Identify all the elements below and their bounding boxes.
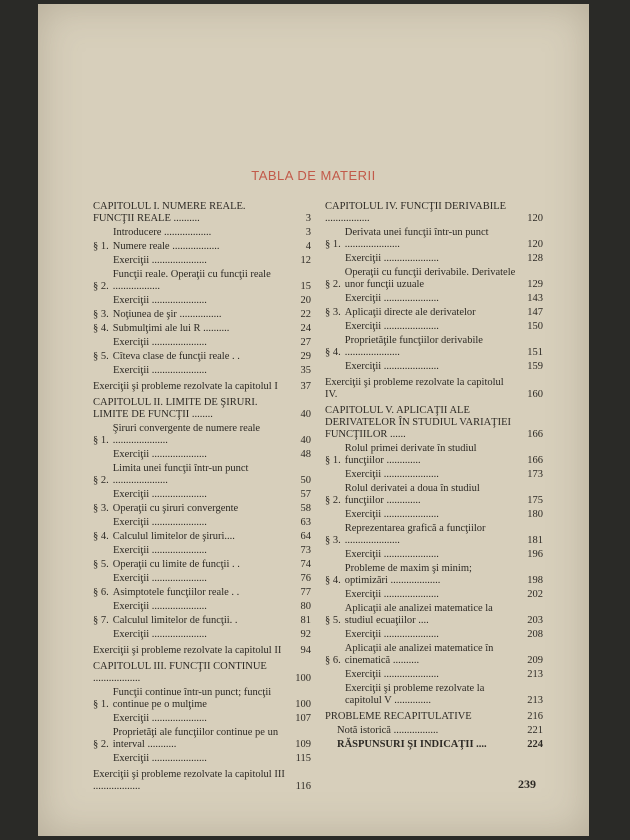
entry-page: 208 <box>527 629 543 640</box>
toc-entry <box>93 227 311 239</box>
toc-entry <box>93 573 311 585</box>
entry-title: Exerciţii ..................... <box>113 295 207 306</box>
entry-title: Exerciţii ..................... <box>113 545 207 556</box>
entry-title: RĂSPUNSURI ŞI INDICAŢII .... <box>337 739 487 750</box>
entry-title: Operaţii cu şiruri convergente <box>112 503 239 514</box>
entry-title: Aplicaţii ale analizei matematice la studiul ecuaţiilor .... <box>344 603 493 626</box>
toc-entry <box>93 559 311 571</box>
entry-page: 198 <box>527 575 543 586</box>
section-number: § 6. <box>325 655 341 666</box>
entry-title: Submulţimi ale lui R .......... <box>112 323 230 334</box>
entry-title: Exerciţii ..................... <box>345 321 439 332</box>
entry-title: Asimptotele funcţiilor reale . . <box>112 587 240 598</box>
entry-title: Exerciţii ..................... <box>113 713 207 724</box>
section-number: § 2. <box>93 475 109 486</box>
entry-title: Introducere .................. <box>113 227 212 238</box>
entry-page: 180 <box>527 509 543 520</box>
section-number: § 4. <box>93 323 109 334</box>
toc-entry <box>93 323 311 335</box>
section-number: § 4. <box>325 575 341 586</box>
toc-entry <box>325 483 543 507</box>
entry-title: Exerciţii ..................... <box>113 365 207 376</box>
section-number: § 1. <box>93 435 109 446</box>
entry-page: 92 <box>300 629 311 640</box>
entry-title: Derivata unei funcţii într-un punct ..................... <box>344 227 489 250</box>
section-number: § 3. <box>93 503 109 514</box>
entry-page: 213 <box>527 669 543 680</box>
entry-title: Exerciţii ..................... <box>113 489 207 500</box>
book-page <box>38 4 589 836</box>
entry-title: Exerciţii ..................... <box>113 449 207 460</box>
entry-page: 57 <box>300 489 311 500</box>
toc-entry <box>93 531 311 543</box>
section-number: § 7. <box>93 615 109 626</box>
entry-page: 40 <box>300 435 311 446</box>
toc-right-column <box>325 197 543 753</box>
entry-title: Exerciţii ..................... <box>345 361 439 372</box>
entry-page: 120 <box>527 239 543 250</box>
entry-title: Rolul primei derivate în studiul funcţiilor ............. <box>344 443 477 466</box>
toc-entry <box>325 253 543 265</box>
entry-title: Notă istorică ................. <box>337 725 439 736</box>
entry-page: 58 <box>300 503 311 514</box>
section-number: § 1. <box>325 239 341 250</box>
entry-title: Exerciţii ..................... <box>345 253 439 264</box>
toc-entry <box>325 405 543 441</box>
entry-title: Exerciţii ..................... <box>113 573 207 584</box>
toc-entry <box>325 725 543 737</box>
toc-entry <box>93 295 311 307</box>
entry-page: 40 <box>300 409 311 420</box>
entry-title: Operaţii cu funcţii derivabile. Derivatele unor funcţii uzuale <box>344 267 516 290</box>
entry-title: Şiruri convergente de numere reale ..................... <box>112 423 261 446</box>
toc-entry <box>325 469 543 481</box>
entry-title: Exerciţii ..................... <box>345 669 439 680</box>
toc-entry <box>93 545 311 557</box>
section-number: § 5. <box>325 615 341 626</box>
toc-entry <box>325 293 543 305</box>
entry-title: Exerciţii ..................... <box>113 601 207 612</box>
entry-title: Exerciţii şi probleme rezolvate la capitolul V .............. <box>345 683 485 706</box>
entry-page: 216 <box>527 711 543 722</box>
section-number: § 3. <box>93 309 109 320</box>
entry-page: 129 <box>527 279 543 290</box>
entry-page: 209 <box>527 655 543 666</box>
section-number: § 6. <box>93 587 109 598</box>
entry-page: 81 <box>300 615 311 626</box>
entry-title: Reprezentarea grafică a funcţiilor ..................... <box>344 523 486 546</box>
toc-entry <box>93 423 311 447</box>
entry-page: 213 <box>527 695 543 706</box>
toc-entry <box>93 615 311 627</box>
entry-title: Exerciţii ..................... <box>345 629 439 640</box>
entry-title: Exerciţii ..................... <box>345 549 439 560</box>
toc-entry <box>93 365 311 377</box>
section-number: § 1. <box>93 699 109 710</box>
section-number: § 5. <box>93 351 109 362</box>
entry-page: 147 <box>527 307 543 318</box>
toc-entry <box>325 361 543 373</box>
entry-page: 3 <box>305 213 311 224</box>
entry-page: 173 <box>527 469 543 480</box>
page-number: 239 <box>518 777 536 791</box>
entry-page: 143 <box>527 293 543 304</box>
toc-entry <box>93 601 311 613</box>
toc-entry <box>93 645 311 657</box>
entry-page: 37 <box>300 381 311 392</box>
toc-entry <box>325 509 543 521</box>
toc-left-column <box>93 197 311 795</box>
entry-page: 224 <box>527 739 543 750</box>
section-number: § 1. <box>93 241 109 252</box>
entry-title: PROBLEME RECAPITULATIVE <box>325 711 472 722</box>
toc-entry <box>325 443 543 467</box>
toc-entry <box>93 201 311 225</box>
entry-page: 181 <box>527 535 543 546</box>
toc-entry <box>93 713 311 725</box>
toc-entry <box>93 661 311 685</box>
toc-entry <box>325 603 543 627</box>
entry-page: 166 <box>527 455 543 466</box>
entry-page: 35 <box>300 365 311 376</box>
entry-title: CAPITOLUL III. FUNCŢII CONTINUE .................. <box>93 661 267 684</box>
entry-page: 115 <box>295 753 311 764</box>
entry-page: 203 <box>527 615 543 626</box>
section-number: § 4. <box>325 347 341 358</box>
entry-page: 50 <box>300 475 311 486</box>
toc-entry <box>325 335 543 359</box>
section-number: § 3. <box>325 307 341 318</box>
toc-entry <box>93 449 311 461</box>
toc-entry <box>325 377 543 401</box>
toc-entry <box>93 629 311 641</box>
entry-page: 160 <box>527 389 543 400</box>
entry-title: Operaţii cu limite de funcţii . . <box>112 559 240 570</box>
toc-entry <box>93 687 311 711</box>
entry-page: 128 <box>527 253 543 264</box>
entry-page: 196 <box>527 549 543 560</box>
toc-entry <box>325 201 543 225</box>
entry-title: Aplicaţii directe ale derivatelor <box>344 307 476 318</box>
entry-title: Exerciţii ..................... <box>113 629 207 640</box>
toc-entry <box>93 309 311 321</box>
toc-entry <box>325 563 543 587</box>
entry-page: 151 <box>527 347 543 358</box>
toc-entry <box>93 337 311 349</box>
entry-title: Exerciţii ..................... <box>113 337 207 348</box>
section-number: § 3. <box>325 535 341 546</box>
entry-title: Exerciţii şi probleme rezolvate la capitolul II <box>93 645 282 656</box>
toc-entry <box>325 321 543 333</box>
toc-entry <box>325 227 543 251</box>
entry-page: 100 <box>295 699 311 710</box>
entry-title: Exerciţii ..................... <box>345 469 439 480</box>
toc-entry <box>325 643 543 667</box>
entry-page: 159 <box>527 361 543 372</box>
entry-page: 94 <box>300 645 311 656</box>
section-number: § 5. <box>93 559 109 570</box>
entry-title: Probleme de maxim şi minim; optimizări ................... <box>344 563 472 586</box>
entry-title: Noţiunea de şir ................ <box>112 309 222 320</box>
entry-page: 202 <box>527 589 543 600</box>
entry-page: 175 <box>527 495 543 506</box>
entry-page: 22 <box>300 309 311 320</box>
entry-title: CAPITOLUL II. LIMITE DE ŞIRURI. LIMITE DE FUNCŢII ........ <box>93 397 258 420</box>
toc-entry <box>93 351 311 363</box>
section-number: § 2. <box>93 739 109 750</box>
entry-page: 166 <box>527 429 543 440</box>
toc-entry <box>325 669 543 681</box>
entry-page: 74 <box>300 559 311 570</box>
entry-page: 48 <box>300 449 311 460</box>
entry-title: Exerciţii şi probleme rezolvate la capitolul III .................. <box>93 769 285 792</box>
toc-entry <box>93 587 311 599</box>
section-number: § 2. <box>325 279 341 290</box>
toc-entry <box>93 517 311 529</box>
section-number: § 2. <box>93 281 109 292</box>
toc-entry <box>325 523 543 547</box>
entry-title: Exerciţii ..................... <box>345 509 439 520</box>
section-number: § 2. <box>325 495 341 506</box>
entry-page: 3 <box>305 227 311 238</box>
toc-entry <box>325 629 543 641</box>
entry-page: 221 <box>527 725 543 736</box>
entry-title: Exerciţii ..................... <box>345 293 439 304</box>
toc-entry <box>325 711 543 723</box>
toc-entry <box>93 381 311 393</box>
toc-entry <box>325 307 543 319</box>
entry-title: Numere reale .................. <box>112 241 220 252</box>
entry-title: Exerciţii ..................... <box>113 753 207 764</box>
entry-page: 12 <box>300 255 311 266</box>
entry-page: 116 <box>295 781 311 792</box>
entry-title: Rolul derivatei a doua în studiul funcţiilor ............. <box>344 483 480 506</box>
entry-page: 4 <box>305 241 311 252</box>
entry-page: 73 <box>300 545 311 556</box>
entry-page: 120 <box>527 213 543 224</box>
page-title: TABLA DE MATERII <box>251 168 376 183</box>
toc-entry <box>325 739 543 751</box>
entry-title: CAPITOLUL I. NUMERE REALE. FUNCŢII REALE .......... <box>93 201 246 224</box>
entry-page: 20 <box>300 295 311 306</box>
toc-entry <box>93 269 311 293</box>
entry-title: Exerciţii ..................... <box>113 517 207 528</box>
entry-title: Cîteva clase de funcţii reale . . <box>112 351 240 362</box>
toc-entry <box>93 503 311 515</box>
toc-entry <box>325 267 543 291</box>
entry-title: Exerciţii şi probleme rezolvate la capitolul I <box>93 381 278 392</box>
entry-page: 63 <box>300 517 311 528</box>
toc-entry <box>325 589 543 601</box>
toc-entry <box>93 489 311 501</box>
entry-title: Limita unei funcţii într-un punct ..................... <box>112 463 249 486</box>
entry-title: CAPITOLUL V. APLICAŢII ALE DERIVATELOR ÎN STUDIUL VARIAŢIEI FUNCŢIILOR ...... <box>325 405 511 440</box>
toc-entry <box>325 549 543 561</box>
toc-entry <box>93 241 311 253</box>
toc-entry <box>93 397 311 421</box>
toc-entry <box>93 463 311 487</box>
entry-title: Proprietăţi ale funcţiilor continue pe un interval ........... <box>112 727 279 750</box>
entry-page: 77 <box>300 587 311 598</box>
entry-page: 24 <box>300 323 311 334</box>
toc-entry <box>93 769 311 793</box>
toc-entry <box>93 255 311 267</box>
entry-title: Exerciţii şi probleme rezolvate la capitolul IV. <box>325 377 504 400</box>
section-number: § 4. <box>93 531 109 542</box>
section-number: § 1. <box>325 455 341 466</box>
entry-title: CAPITOLUL IV. FUNCŢII DERIVABILE ................. <box>325 201 507 224</box>
entry-title: Funcţii reale. Operaţii cu funcţii reale .................. <box>112 269 271 292</box>
entry-page: 64 <box>300 531 311 542</box>
entry-title: Exerciţii ..................... <box>345 589 439 600</box>
entry-page: 107 <box>295 713 311 724</box>
entry-title: Aplicaţii ale analizei matematice în cinematică .......... <box>344 643 494 666</box>
entry-page: 80 <box>300 601 311 612</box>
entry-page: 100 <box>295 673 311 684</box>
entry-page: 76 <box>300 573 311 584</box>
entry-title: Calculul limitelor de şiruri.... <box>112 531 235 542</box>
entry-page: 27 <box>300 337 311 348</box>
entry-title: Exerciţii ..................... <box>113 255 207 266</box>
toc-entry <box>93 753 311 765</box>
entry-page: 29 <box>300 351 311 362</box>
toc-entry <box>93 727 311 751</box>
entry-page: 150 <box>527 321 543 332</box>
toc-entry <box>325 683 543 707</box>
entry-page: 15 <box>300 281 311 292</box>
entry-title: Proprietăţile funcţiilor derivabile ..................... <box>344 335 483 358</box>
entry-title: Funcţii continue într-un punct; funcţii continue pe o mulţime <box>112 687 272 710</box>
entry-title: Calculul limitelor de funcţii. . <box>112 615 238 626</box>
entry-page: 109 <box>295 739 311 750</box>
